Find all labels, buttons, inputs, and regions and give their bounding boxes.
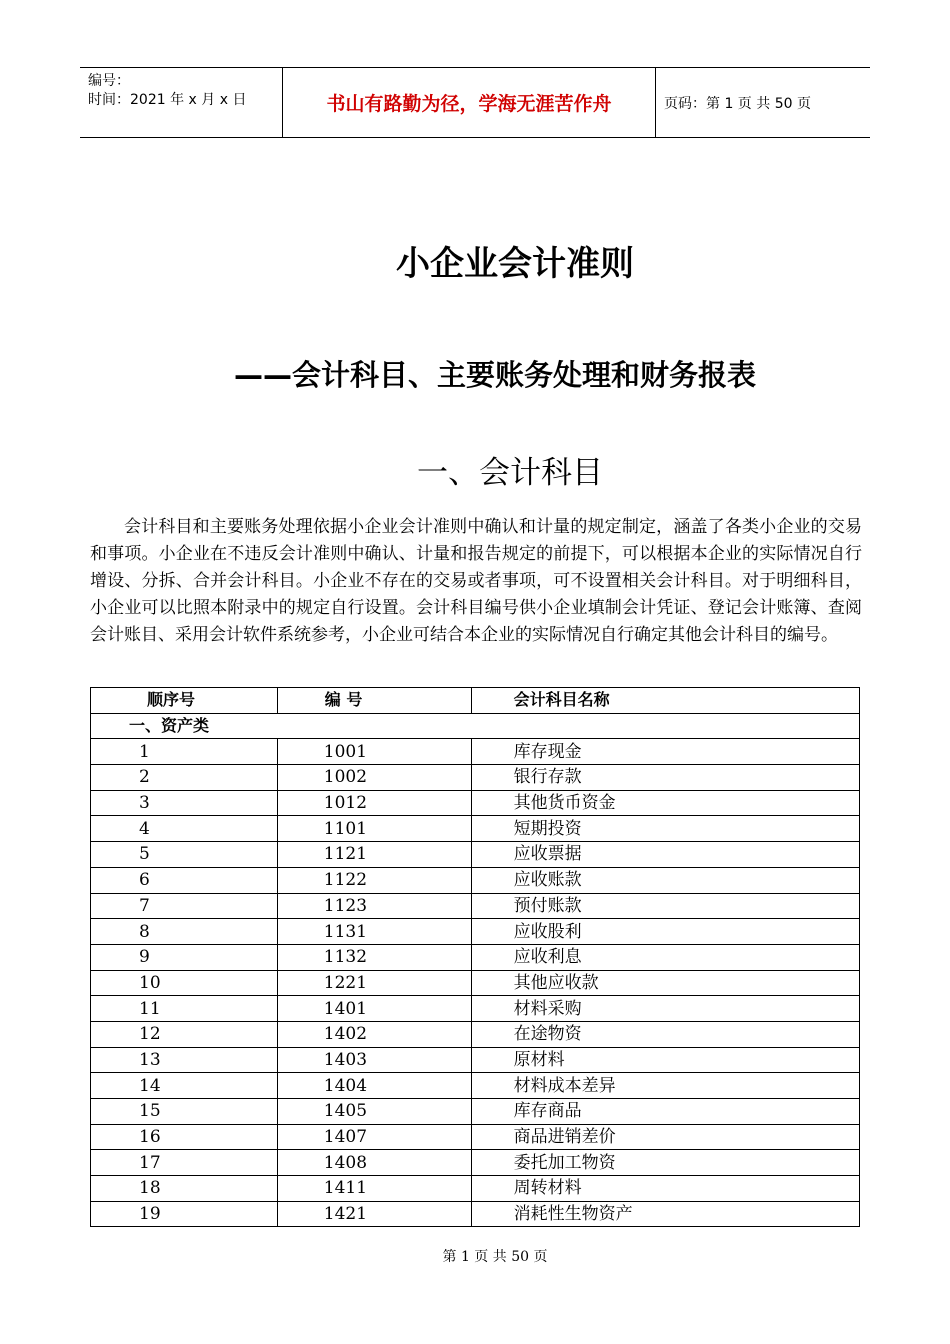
table-row xyxy=(91,1124,860,1150)
number-label: 编号： xyxy=(88,73,130,89)
row-seq: 17 xyxy=(91,1150,278,1176)
row-account-name: 应收利息 xyxy=(471,944,859,970)
row-account-name: 材料采购 xyxy=(471,996,859,1022)
row-account-name: 其他应收款 xyxy=(471,970,859,996)
row-code: 1131 xyxy=(277,919,471,945)
row-seq: 12 xyxy=(91,1021,278,1047)
row-code: 1421 xyxy=(277,1201,471,1227)
header-seq: 顺序号 xyxy=(91,688,278,714)
table-row xyxy=(91,1176,860,1202)
header-page-info: 页码：第 1 页 共 50 页 xyxy=(664,96,811,112)
intro-paragraph: 会计科目和主要账务处理依据小企业会计准则中确认和计量的规定制定，涵盖了各类小企业的交易和事项。小企业在不违反会计准则中确认、计量和报告规定的前提下，可以根据本企业的实际情况自行增设、分拆、合并会计科目。小企业不存在的交易或者事项，可不设置相关会计科目。对于明细科目，小企业可以比照本附录中的规定自行设置。会计科目编号供小企业填制会计凭证、登记会计账簿、查阅会计账目、采用会计软件系统参考，小企业可结合本企业的实际情况自行确定其他会计科目的编号。 xyxy=(90,517,862,645)
row-account-name: 原材料 xyxy=(471,1047,859,1073)
table-row xyxy=(91,919,860,945)
row-account-name: 材料成本差异 xyxy=(471,1073,859,1099)
row-code: 1404 xyxy=(277,1073,471,1099)
row-seq: 18 xyxy=(91,1176,278,1202)
table-header-row xyxy=(91,688,860,714)
row-code: 1403 xyxy=(277,1047,471,1073)
accounts-table xyxy=(90,687,860,1227)
row-seq: 2 xyxy=(91,765,278,791)
row-code: 1122 xyxy=(277,867,471,893)
row-code: 1001 xyxy=(277,739,471,765)
row-seq: 13 xyxy=(91,1047,278,1073)
row-seq: 6 xyxy=(91,867,278,893)
table-row xyxy=(91,1099,860,1125)
header-code: 编 号 xyxy=(277,688,471,714)
row-seq: 9 xyxy=(91,944,278,970)
table-row xyxy=(91,893,860,919)
page-footer: 第 1 页 共 50 页 xyxy=(442,1249,548,1265)
document-title: 小企业会计准则 xyxy=(396,244,634,284)
table-row xyxy=(91,790,860,816)
row-account-name: 短期投资 xyxy=(471,816,859,842)
table-row xyxy=(91,1047,860,1073)
row-code: 1132 xyxy=(277,944,471,970)
row-seq: 19 xyxy=(91,1201,278,1227)
row-account-name: 委托加工物资 xyxy=(471,1150,859,1176)
row-account-name: 库存现金 xyxy=(471,739,859,765)
row-code: 1402 xyxy=(277,1021,471,1047)
table-row xyxy=(91,944,860,970)
row-seq: 3 xyxy=(91,790,278,816)
row-code: 1101 xyxy=(277,816,471,842)
row-code: 1411 xyxy=(277,1176,471,1202)
row-seq: 15 xyxy=(91,1099,278,1125)
row-account-name: 消耗性生物资产 xyxy=(471,1201,859,1227)
row-account-name: 银行存款 xyxy=(471,765,859,791)
row-code: 1123 xyxy=(277,893,471,919)
row-code: 1012 xyxy=(277,790,471,816)
table-row xyxy=(91,867,860,893)
table-row xyxy=(91,970,860,996)
time-label: 时间：2021 年 x 月 x 日 xyxy=(88,92,247,108)
table-row xyxy=(91,842,860,868)
table-row xyxy=(91,996,860,1022)
group-row xyxy=(91,713,860,739)
row-seq: 8 xyxy=(91,919,278,945)
row-account-name: 其他货币资金 xyxy=(471,790,859,816)
row-seq: 4 xyxy=(91,816,278,842)
row-seq: 1 xyxy=(91,739,278,765)
row-account-name: 商品进销差价 xyxy=(471,1124,859,1150)
row-account-name: 应收股利 xyxy=(471,919,859,945)
header-motto: 书山有路勤为径，学海无涯苦作舟 xyxy=(282,68,656,137)
table-row xyxy=(91,765,860,791)
table-row xyxy=(91,1021,860,1047)
row-seq: 14 xyxy=(91,1073,278,1099)
row-code: 1401 xyxy=(277,996,471,1022)
row-account-name: 在途物资 xyxy=(471,1021,859,1047)
table-row xyxy=(91,739,860,765)
row-account-name: 库存商品 xyxy=(471,1099,859,1125)
row-seq: 5 xyxy=(91,842,278,868)
row-code: 1221 xyxy=(277,970,471,996)
row-code: 1408 xyxy=(277,1150,471,1176)
table-row xyxy=(91,816,860,842)
row-account-name: 应收票据 xyxy=(471,842,859,868)
row-seq: 11 xyxy=(91,996,278,1022)
row-code: 1407 xyxy=(277,1124,471,1150)
header-account-name: 会计科目名称 xyxy=(471,688,859,714)
row-code: 1002 xyxy=(277,765,471,791)
table-row xyxy=(91,1150,860,1176)
row-account-name: 周转材料 xyxy=(471,1176,859,1202)
row-code: 1121 xyxy=(277,842,471,868)
section-heading: 一、会计科目 xyxy=(417,455,603,491)
page-header xyxy=(80,67,870,138)
row-account-name: 应收账款 xyxy=(471,867,859,893)
table-row xyxy=(91,1201,860,1227)
row-seq: 7 xyxy=(91,893,278,919)
row-seq: 16 xyxy=(91,1124,278,1150)
row-account-name: 预付账款 xyxy=(471,893,859,919)
document-subtitle: ——会计科目、主要账务处理和财务报表 xyxy=(233,358,756,392)
row-seq: 10 xyxy=(91,970,278,996)
group-label: 一、资产类 xyxy=(91,713,860,739)
header-meta xyxy=(88,72,246,110)
row-code: 1405 xyxy=(277,1099,471,1125)
table-row xyxy=(91,1073,860,1099)
